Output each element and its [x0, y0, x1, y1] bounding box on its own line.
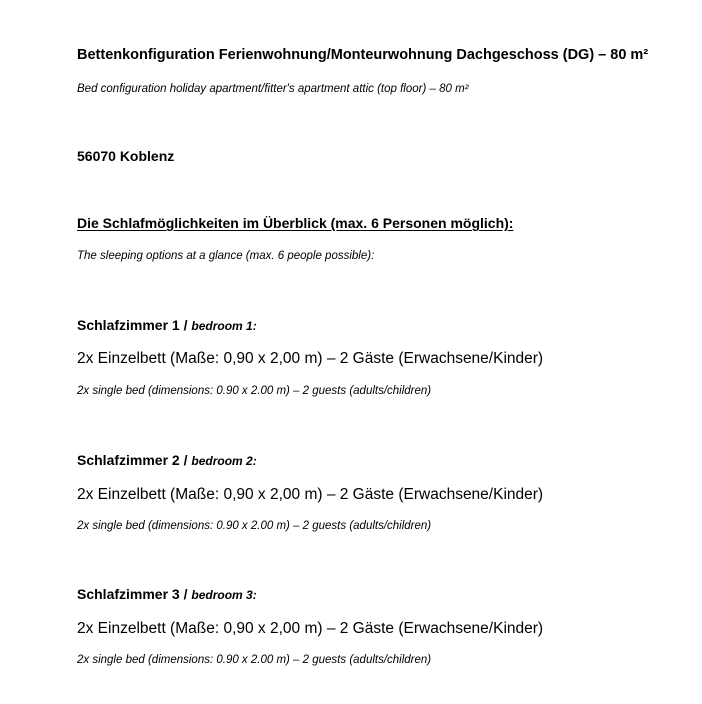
- document-title: Bettenkonfiguration Ferienwohnung/Monteurwohnung Dachgeschoss (DG) – 80 m²: [77, 47, 649, 63]
- room-beds-en-1: 2x single bed (dimensions: 0.90 x 2.00 m) – 2 guests (adults/children): [77, 385, 432, 397]
- room-beds-en-3: 2x single bed (dimensions: 0.90 x 2.00 m) – 2 guests (adults/children): [77, 654, 432, 666]
- overview-heading: Die Schlafmöglichkeiten im Überblick (max. 6 Personen möglich):: [77, 215, 514, 231]
- room-beds-de-1: 2x Einzelbett (Maße: 0,90 x 2,00 m) – 2 Gäste (Erwachsene/Kinder): [77, 350, 544, 367]
- room-heading-1: [77, 318, 257, 332]
- room-heading-en: bedroom 1:: [191, 319, 257, 333]
- document-subtitle: Bed configuration holiday apartment/fitter's apartment attic (top floor) – 80 m²: [77, 83, 469, 95]
- city-line: 56070 Koblenz: [77, 148, 175, 164]
- room-heading-de: Schlafzimmer 3 /: [77, 586, 188, 602]
- room-heading-en: bedroom 3:: [191, 588, 257, 602]
- room-heading-3: [77, 587, 257, 601]
- room-heading-de: Schlafzimmer 1 /: [77, 317, 188, 333]
- room-heading-de: Schlafzimmer 2 /: [77, 452, 188, 468]
- room-beds-en-2: 2x single bed (dimensions: 0.90 x 2.00 m) – 2 guests (adults/children): [77, 520, 432, 532]
- room-heading-en: bedroom 2:: [191, 454, 257, 468]
- room-beds-de-2: 2x Einzelbett (Maße: 0,90 x 2,00 m) – 2 Gäste (Erwachsene/Kinder): [77, 486, 544, 503]
- room-beds-de-3: 2x Einzelbett (Maße: 0,90 x 2,00 m) – 2 Gäste (Erwachsene/Kinder): [77, 620, 544, 637]
- overview-subheading: The sleeping options at a glance (max. 6 people possible):: [77, 250, 375, 262]
- room-heading-2: [77, 453, 257, 467]
